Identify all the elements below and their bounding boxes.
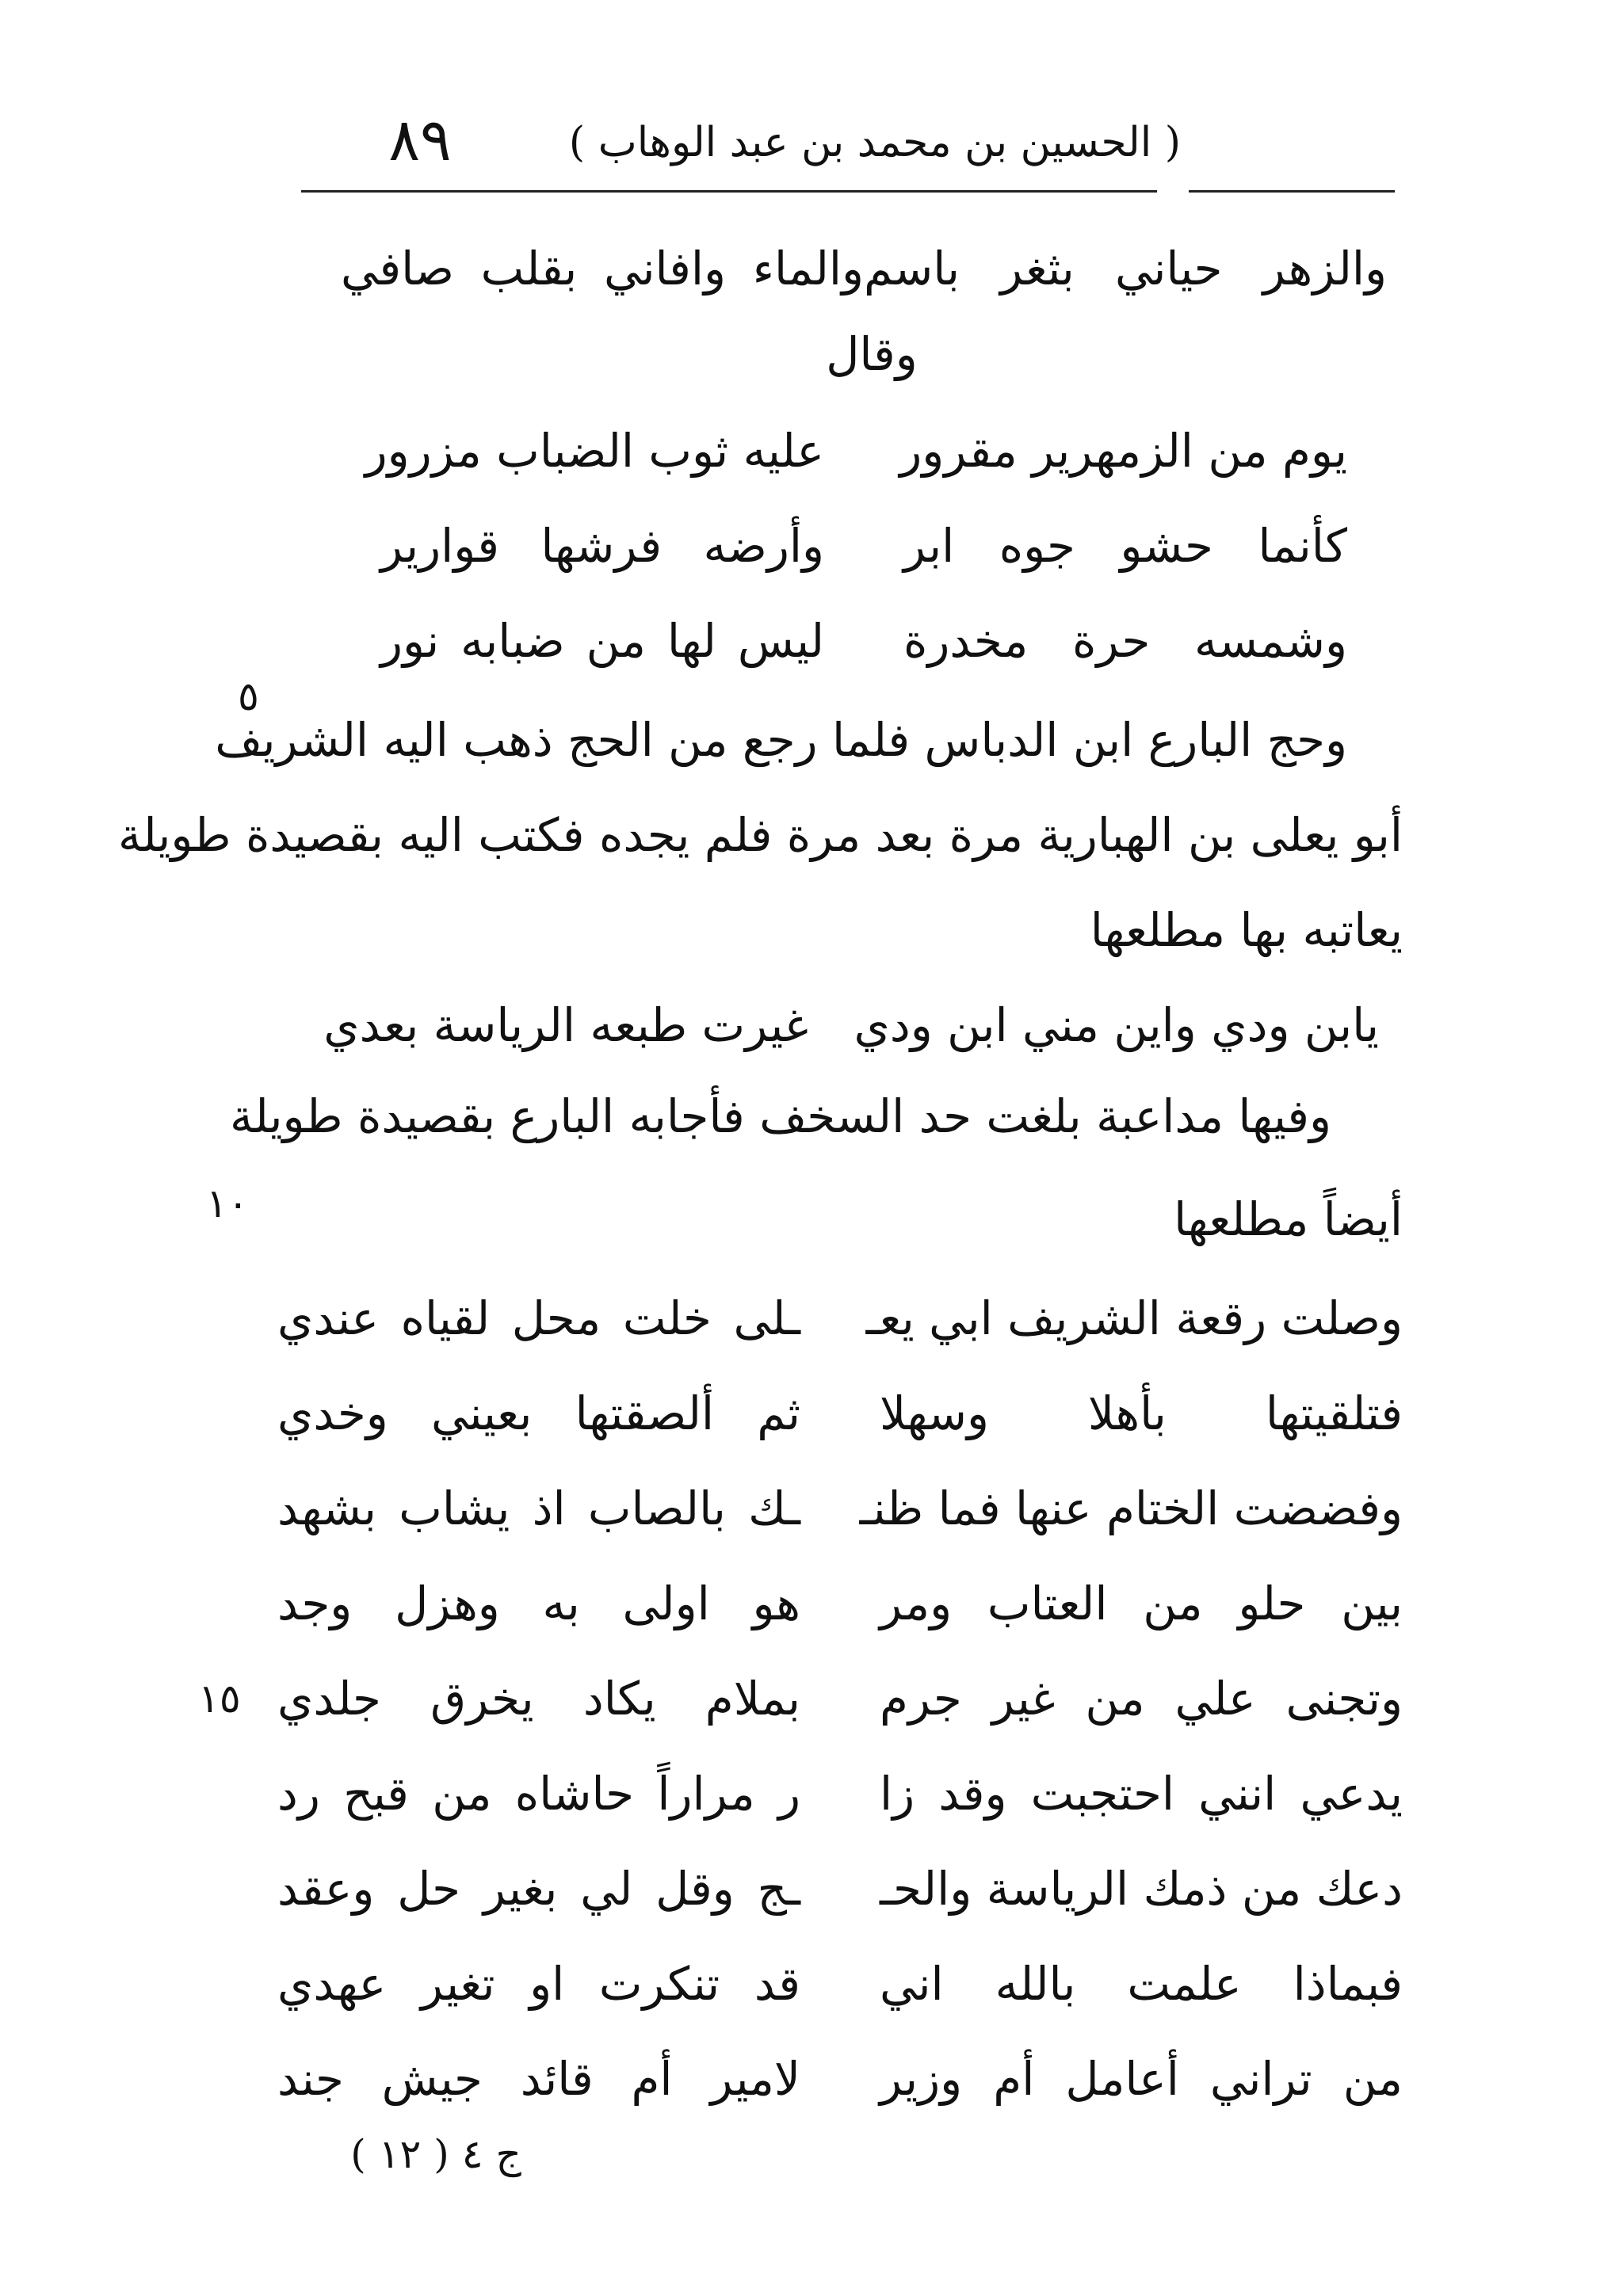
prose-line: وقال: [826, 327, 918, 381]
verse-first-hemistich: وتجنى علي من غير جرم: [880, 1672, 1403, 1726]
verse-second-hemistich: ـلى خلت محل لقياه عندي: [277, 1291, 800, 1345]
signature-mark: ج ٤ ( ١٢ ): [350, 2131, 521, 2177]
verse-second-hemistich: ر مراراً حاشاه من قبح رد: [277, 1767, 800, 1821]
verse-second-hemistich: والماء وافاني بقلب صافي: [341, 242, 864, 296]
line-number-marker: ١٥: [198, 1676, 241, 1722]
prose-line: أبو يعلى بن الهبارية مرة بعد مرة فلم يجده فكتب اليه بقصيدة طويلة: [117, 808, 1403, 862]
verse-second-hemistich: عليه ثوب الضباب مزرور: [365, 424, 824, 478]
prose-line: أيضاً مطلعها: [1174, 1192, 1403, 1246]
verse-second-hemistich: ـك بالصاب اذ يشاب بشهد: [277, 1482, 800, 1535]
header-title: ( الحسين بن محمد بن عبد الوهاب ): [568, 119, 1181, 166]
header-rule: [301, 190, 1157, 193]
verse-first-hemistich: وفضضت الختام عنها فما ظنـ: [859, 1482, 1403, 1535]
verse-first-hemistich: يوم من الزمهرير مقرور: [899, 424, 1347, 478]
prose-line: وحج البارع ابن الدباس فلما رجع من الحج ذهب اليه الشريف: [215, 713, 1347, 767]
verse-first-hemistich: من تراني أعامل أم وزير: [880, 2052, 1403, 2106]
line-number-marker: ١٠: [206, 1180, 249, 1226]
running-header: [293, 103, 1260, 190]
header-rule-short: [1189, 190, 1395, 193]
verse-first-hemistich: كأنما حشو جوه ابر: [903, 519, 1347, 573]
verse-second-hemistich: غيرت طبعه الرياسة بعدي: [323, 998, 808, 1052]
verse-second-hemistich: بملام يكاد يخرق جلدي: [277, 1672, 800, 1726]
prose-line: يعاتبه بها مطلعها: [1090, 903, 1403, 957]
verse-first-hemistich: وصلت رقعة الشريف ابي يعـ: [865, 1291, 1403, 1345]
verse-second-hemistich: هو اولى به وهزل وجد: [277, 1577, 800, 1630]
line-number-marker: ٥: [238, 673, 259, 719]
verse-first-hemistich: دعك من ذمك الرياسة والحـ: [880, 1862, 1403, 1916]
verse-second-hemistich: وأرضه فرشها قوارير: [380, 519, 824, 573]
verse-first-hemistich: والزهر حياني بثغر باسم: [864, 242, 1387, 296]
verse-first-hemistich: وشمسه حرة مخدرة: [903, 614, 1347, 668]
verse-second-hemistich: ليس لها من ضبابه نور: [380, 614, 824, 668]
prose-line: وفيها مداعبة بلغت حد السخف فأجابه البارع بقصيدة طويلة: [230, 1089, 1331, 1143]
verse-first-hemistich: فتلقيتها بأهلا وسهلا: [880, 1386, 1403, 1440]
verse-second-hemistich: لامير أم قائد جيش جند: [277, 2052, 800, 2106]
verse-second-hemistich: ـج وقل لي بغير حل وعقد: [277, 1862, 800, 1916]
verse-first-hemistich: يابن ودي واين مني ابن ودي: [854, 998, 1379, 1052]
page-number: ٨٩: [388, 106, 452, 174]
verse-first-hemistich: يدعي انني احتجبت وقد زا: [880, 1767, 1403, 1821]
verse-second-hemistich: قد تنكرت او تغير عهدي: [277, 1957, 800, 2011]
verse-second-hemistich: ثم ألصقتها بعيني وخدي: [277, 1386, 800, 1440]
verse-first-hemistich: فبماذا علمت بالله اني: [880, 1957, 1403, 2011]
verse-first-hemistich: بين حلو من العتاب ومر: [880, 1577, 1403, 1630]
